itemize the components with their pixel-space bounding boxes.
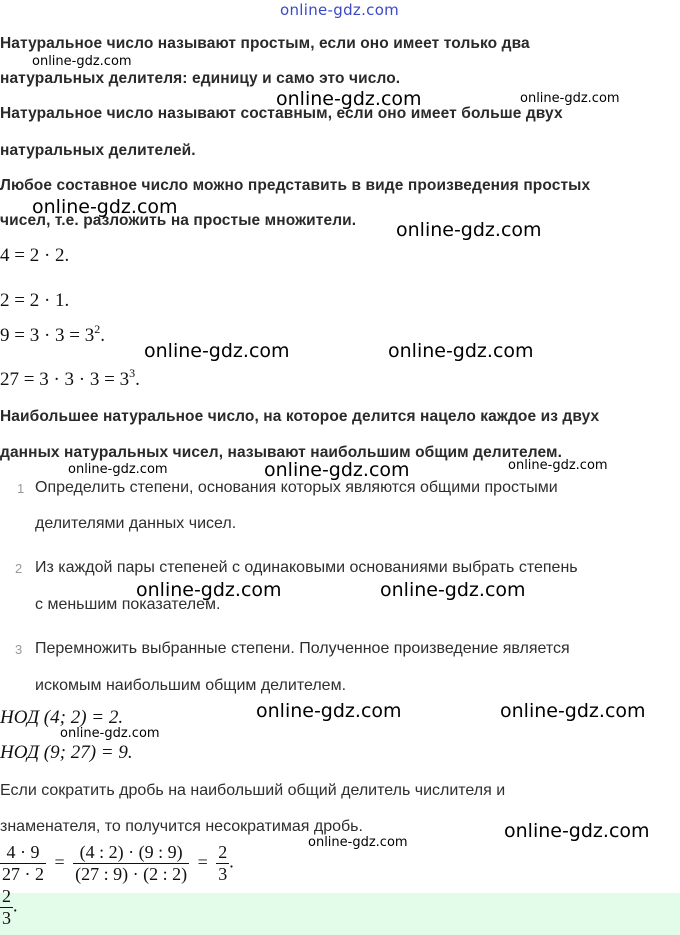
watermark: online-gdz.com [60,726,160,741]
watermark: online-gdz.com [520,91,620,106]
gcd-example-1: НОД (4; 2) = 2. [0,707,124,728]
gcd-example-2: НОД (9; 27) = 9. [0,742,133,763]
watermark: online-gdz.com [504,820,650,842]
example-4: 4 = 2 · 2. [0,245,70,266]
watermark: online-gdz.com [276,88,422,110]
prime-definition-line2: натуральных делителя: единицу и само это число. [0,70,401,87]
watermark: online-gdz.com [508,458,608,473]
watermark: online-gdz.com [500,700,646,722]
example-9: $9 = 3 \cdot 3 = 3^2$. [0,322,106,346]
fraction-equation: $\frac{4 \cdot 9}{27 \cdot 2}$ = $\frac{(4 : 2) \cdot (9 : 9)}{(27 : 9) \cdot (2 : 2)}$ = $\frac{2}{3}$ . [2,842,234,884]
prime-definition-line1: Натуральное число называют простым, если оно имеет только два [0,35,530,52]
fraction-c: $\frac{2}{3}$ [218,842,228,884]
example-27: $27 = 3 \cdot 3 \cdot 3 = 3^3$. [0,366,140,390]
step-text: с меньшим показателем. [35,596,221,613]
watermark: online-gdz.com [144,340,290,362]
factorization-line1: Любое составное число можно представить в виде произведения простых [0,177,591,194]
reduce-line2: знаменателя, то получится несократимая дробь. [0,818,363,835]
composite-definition-line2: натуральных делителей. [0,142,196,159]
watermark: online-gdz.com [308,835,408,850]
gcd-definition-line2: данных натуральных чисел, называют наибольшим общим делителем. [0,444,563,461]
step-number: 1 [17,481,25,496]
step-text: Определить степени, основания которых являются общими простыми [35,479,558,496]
watermark: online-gdz.com [136,579,282,601]
watermark: online-gdz.com [396,219,542,241]
step-text: искомым наибольшим общим делителем. [35,677,347,694]
answer-fraction: $\frac{2}{3}$ . [2,886,18,928]
watermark: online-gdz.com [264,459,410,481]
top-watermark: online-gdz.com [280,1,400,19]
watermark: online-gdz.com [380,579,526,601]
fraction-b: $\frac{(4 : 2) \cdot (9 : 9)}{(27 : 9) \cdot (2 : 2)}$ [75,842,188,884]
watermark: online-gdz.com [32,196,178,218]
step-number: 3 [15,642,23,657]
example-2: 2 = 2 · 1. [0,290,70,311]
composite-definition-line1: Натуральное число называют составным, если оно имеет больше двух [0,105,563,122]
watermark: online-gdz.com [68,462,168,477]
step-number: 2 [15,561,23,576]
gcd-definition-line1: Наибольшее натуральное число, на которое делится нацело каждое из двух [0,408,600,425]
factorization-line2: чисел, т.е. разложить на простые множители. [0,212,357,229]
reduce-line1: Если сократить дробь на наибольший общий делитель числителя и [0,782,506,799]
answer-block [0,893,680,935]
step-text: Из каждой пары степеней с одинаковыми основаниями выбрать степень [35,559,578,576]
fraction-a: $\frac{4 \cdot 9}{27 \cdot 2}$ [2,842,44,884]
watermark: online-gdz.com [256,700,402,722]
watermark: online-gdz.com [32,54,132,69]
step-text: Перемножить выбранные степени. Полученное произведение является [35,640,570,657]
watermark: online-gdz.com [388,340,534,362]
step-text: делителями данных чисел. [35,515,237,532]
